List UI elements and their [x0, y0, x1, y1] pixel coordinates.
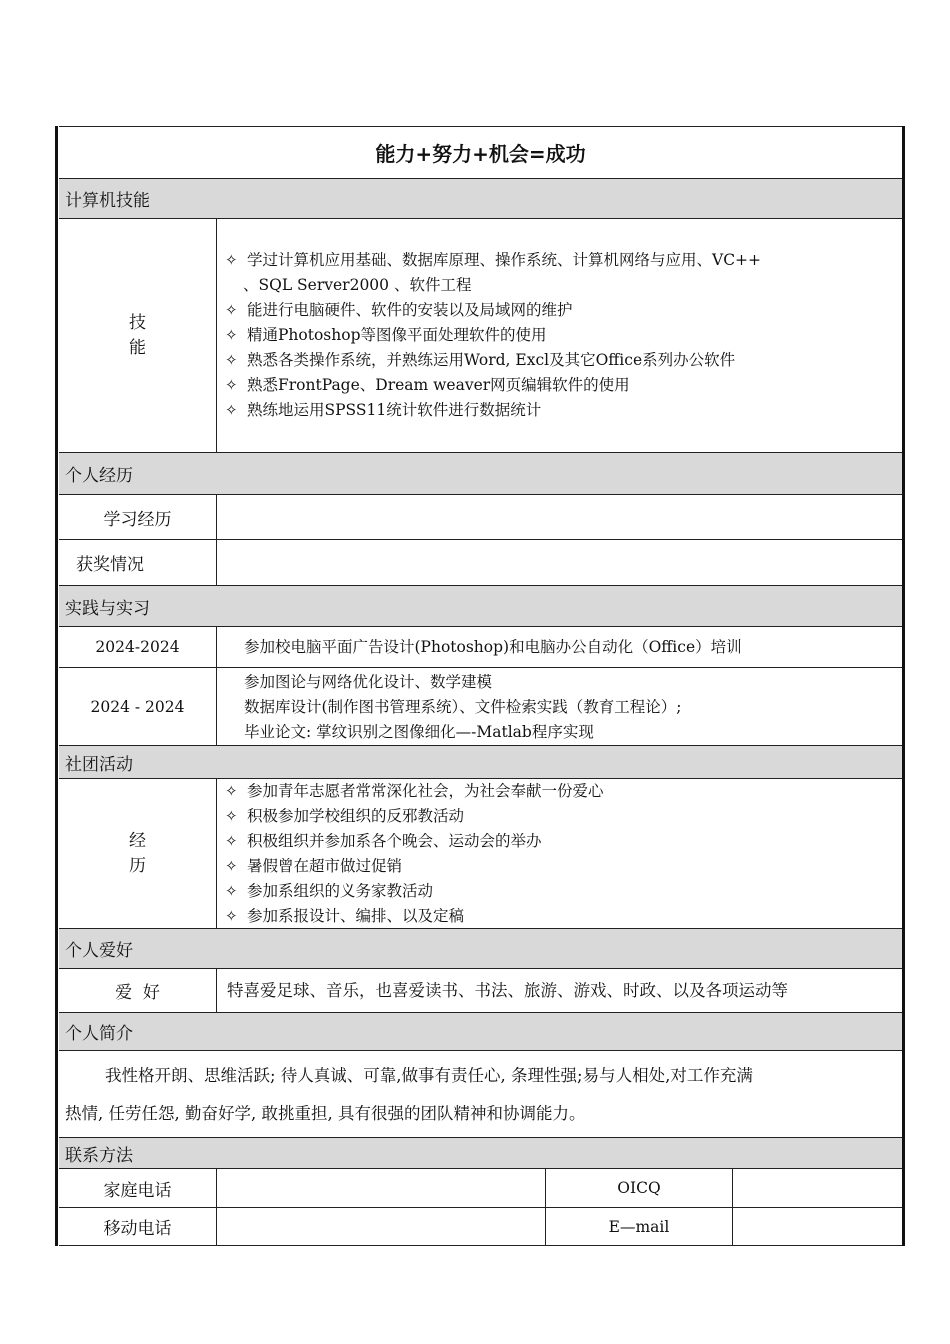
- section-title: 社团活动: [65, 754, 133, 775]
- right-border: [902, 126, 905, 1246]
- label-char: 历: [129, 855, 146, 876]
- bullet-icon: ✧: [225, 326, 238, 344]
- bullet-icon: ✧: [225, 807, 238, 825]
- list-item-text: 积极参加学校组织的反邪教活动: [247, 807, 465, 825]
- intro-header: [59, 1012, 902, 1050]
- title-row: [59, 126, 902, 178]
- oicq-value: [732, 1169, 902, 1207]
- contact-row: [59, 1207, 902, 1246]
- section-title: 个人简介: [65, 1024, 133, 1044]
- list-item-text: 暑假曾在超市做过促销: [247, 857, 403, 875]
- education-value: [216, 495, 902, 539]
- section-title: 个人经历: [65, 466, 133, 486]
- practice-line: 参加图论与网络优化设计、数学建模: [244, 673, 493, 691]
- hobbies-label: 爱 好: [115, 983, 160, 1003]
- list-item-text: 精通Photoshop等图像平面处理软件的使用: [247, 326, 547, 344]
- list-item-text: 积极组织并参加系各个晚会、运动会的举办: [247, 832, 542, 850]
- computer-skills-header: [59, 178, 902, 218]
- mobile-value: [216, 1208, 545, 1245]
- education-row: [59, 494, 902, 539]
- bullet-icon: ✧: [225, 832, 238, 850]
- bullet-icon: ✧: [225, 301, 238, 319]
- intro-line: 我性格开朗、思维活跃; 待人真诚、可靠,做事有责任心, 条理性强;易与人相处,对工作充满: [105, 1066, 753, 1085]
- list-item: [217, 273, 902, 298]
- home-phone-value: [216, 1169, 545, 1207]
- club-row: [59, 778, 902, 928]
- intro-line: 热情, 任劳任怨, 勤奋好学, 敢挑重担, 具有很强的团队精神和协调能力。: [65, 1104, 586, 1123]
- list-item: [217, 348, 902, 373]
- label-char: 经: [129, 830, 146, 851]
- club-header: [59, 745, 902, 778]
- list-item-text: 能进行电脑硬件、软件的安装以及局域网的维护: [247, 301, 573, 319]
- awards-row: [59, 539, 902, 585]
- list-item: [217, 398, 902, 423]
- practice-content: [216, 627, 902, 667]
- contact-header: [59, 1137, 902, 1168]
- skills-label: [59, 219, 216, 452]
- list-item-text: 参加系报设计、编排、以及定稿: [247, 907, 465, 925]
- list-item: [217, 904, 902, 929]
- list-item: [217, 248, 902, 273]
- education-label: 学习经历: [103, 509, 172, 530]
- bullet-icon: ✧: [225, 782, 238, 800]
- club-label: [59, 779, 216, 928]
- list-item-text: 、SQL Server2000 、软件工程: [243, 276, 472, 294]
- practice-period: 2024-2024: [95, 638, 180, 656]
- practice-line: 参加校电脑平面广告设计(Photoshop)和电脑办公自动化（Office）培训: [244, 637, 742, 656]
- mobile-label: 移动电话: [103, 1219, 172, 1239]
- list-item: [217, 879, 902, 904]
- list-item: [217, 854, 902, 879]
- label-char: 能: [129, 337, 146, 358]
- list-item: [217, 373, 902, 398]
- bullet-icon: ✧: [225, 351, 238, 369]
- list-item: [217, 298, 902, 323]
- bullet-icon: ✧: [225, 907, 238, 925]
- list-item-text: 参加青年志愿者常常深化社会，为社会奉献一份爱心: [247, 782, 604, 800]
- practice-content: [216, 668, 902, 745]
- intro-paragraph: [65, 1057, 902, 1133]
- email-label: E—mail: [545, 1208, 732, 1245]
- contact-row: [59, 1168, 902, 1207]
- list-item: [217, 804, 902, 829]
- bullet-icon: ✧: [225, 882, 238, 900]
- list-item-text: 学过计算机应用基础、数据库原理、操作系统、计算机网络与应用、VC++: [247, 251, 762, 269]
- left-border: [55, 126, 58, 1246]
- practice-entry: [59, 626, 902, 667]
- skills-list: [217, 248, 902, 423]
- awards-label: 获奖情况: [76, 555, 144, 575]
- resume-table: [55, 126, 905, 1246]
- list-item: [217, 779, 902, 804]
- intro-row: [59, 1050, 902, 1137]
- club-content: [216, 779, 902, 928]
- list-item-text: 参加系组织的义务家教活动: [247, 882, 434, 900]
- practice-line: 数据库设计(制作图书管理系统）、文件检索实践（教育工程论）;: [244, 698, 682, 716]
- skills-content: [216, 219, 902, 452]
- section-title: 联系方法: [65, 1145, 133, 1166]
- personal-history-header: [59, 452, 902, 494]
- hobbies-text: 特喜爱足球、音乐，也喜爱读书、书法、旅游、游戏、时政、以及各项运动等: [227, 981, 788, 1000]
- bullet-icon: ✧: [225, 401, 238, 419]
- oicq-label: OICQ: [545, 1169, 732, 1207]
- list-item: [217, 323, 902, 348]
- bullet-icon: ✧: [225, 251, 238, 269]
- section-title: 个人爱好: [65, 941, 133, 961]
- email-value: [732, 1208, 902, 1245]
- list-item-text: 熟练地运用SPSS11统计软件进行数据统计: [247, 401, 542, 419]
- hobbies-header: [59, 928, 902, 968]
- section-title: 计算机技能: [65, 191, 150, 211]
- awards-value: [216, 540, 902, 585]
- practice-line: 毕业论文: 掌纹识别之图像细化—-Matlab程序实现: [244, 723, 594, 741]
- list-item: [217, 829, 902, 854]
- list-item-text: 熟悉FrontPage、Dream weaver网页编辑软件的使用: [247, 376, 630, 394]
- section-title: 实践与实习: [65, 598, 150, 619]
- practice-period: 2024 - 2024: [90, 697, 185, 716]
- practice-header: [59, 585, 902, 626]
- bullet-icon: ✧: [225, 376, 238, 394]
- computer-skills-row: [59, 218, 902, 452]
- label-char: 技: [129, 312, 146, 333]
- hobbies-content: [216, 969, 902, 1012]
- home-phone-label: 家庭电话: [103, 1180, 172, 1201]
- club-list: [217, 779, 902, 929]
- bullet-icon: ✧: [225, 857, 238, 875]
- page-title: 能力+努力+机会=成功: [375, 142, 586, 166]
- list-item-text: 熟悉各类操作系统，并熟练运用Word, Excl及其它Office系列办公软件: [247, 351, 736, 369]
- hobbies-row: [59, 968, 902, 1012]
- practice-entry: [59, 667, 902, 745]
